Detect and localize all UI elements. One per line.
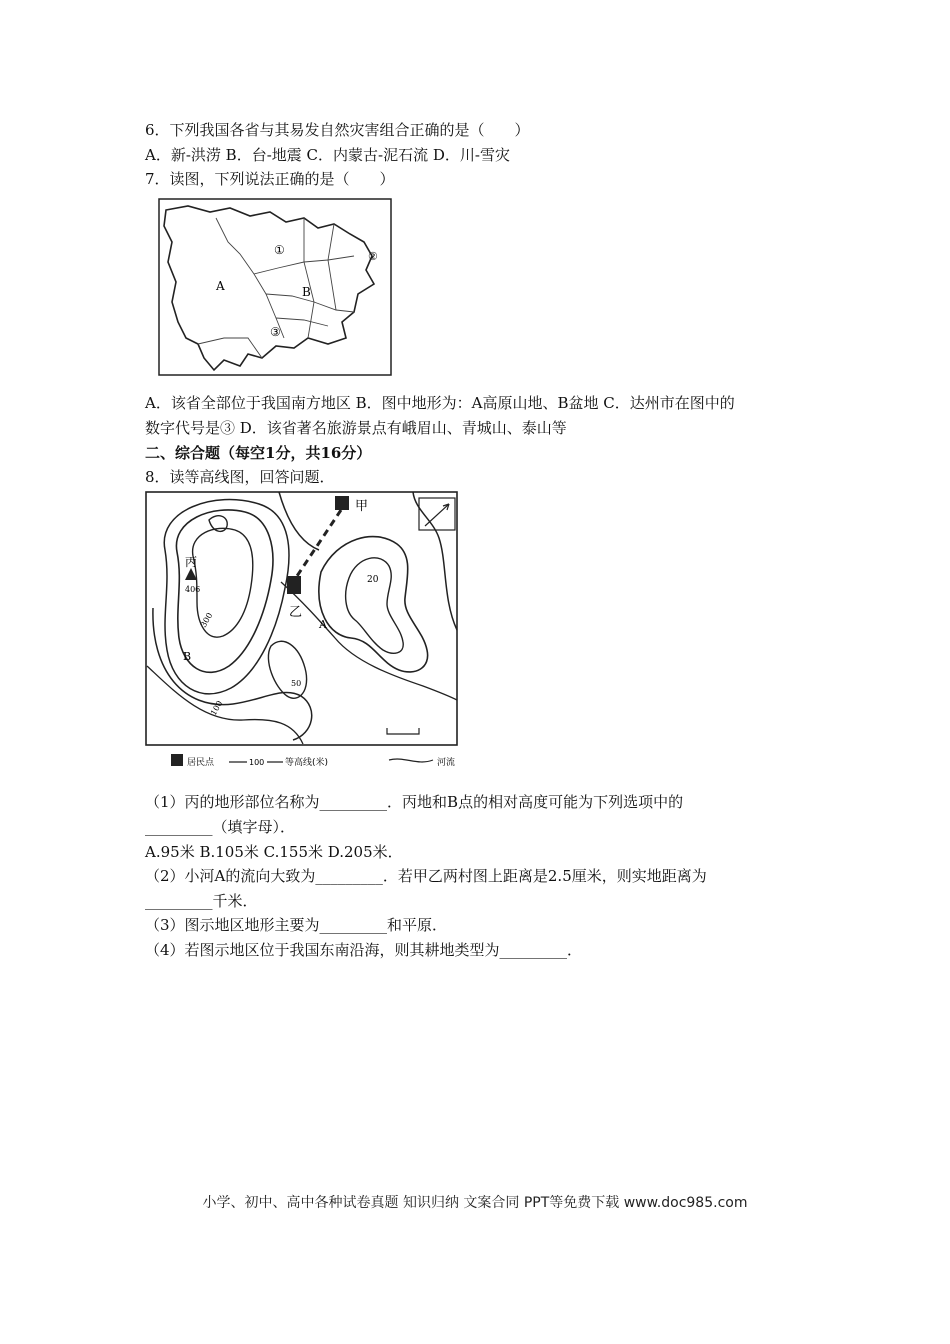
q7-province-map (158, 198, 394, 378)
q7-map-label-3: ③ (270, 325, 281, 339)
q8-choices: A.95米 B.105米 C.155米 D.205米． (145, 843, 403, 861)
q7-map-label-a: A (216, 279, 225, 293)
q6-stem: 6．下列我国各省与其易发自然灾害组合正确的是（ ） (145, 121, 530, 139)
q7-map-label-1: ① (274, 243, 285, 257)
q8-label-yi: 乙 (289, 605, 303, 620)
q7-options-line2: 数字代号是③ D．该省著名旅游景点有峨眉山、青城山、泰山等 (145, 419, 567, 437)
q7-stem: 7．读图，下列说法正确的是（ ） (145, 170, 395, 188)
q8-label-a: A (319, 618, 327, 631)
q8-sub4: （4）若图示地区位于我国东南沿海，则其耕地类型为_________． (145, 941, 583, 959)
q7-map-label-b: B (302, 285, 311, 299)
q6-options: A．新-洪涝 B．台-地震 C．内蒙古-泥石流 D．川-雪灾 (145, 146, 510, 164)
q8-label-20: 20 (367, 575, 379, 585)
q8-sub3: （3）图示地区地形主要为_________和平原． (145, 916, 448, 934)
q8-sub2-line2: _________千米． (145, 892, 258, 910)
q8-label-406: 406 (185, 585, 201, 594)
q7-options-line1: A．该省全部位于我国南方地区 B．图中地形为：A高原山地、B盆地 C．达州市在图中的 (145, 394, 735, 412)
q8-sub2-line1: （2）小河A的流向大致为_________．若甲乙两村图上距离是2.5厘米，则实地距离为 (145, 867, 707, 885)
q8-legend-contour: 等高线(米) (285, 758, 329, 768)
q7-map-label-2: ② (368, 250, 378, 263)
q8-sub1-line1: （1）丙的地形部位名称为_________．丙地和B点的相对高度可能为下列选项中的 (145, 793, 684, 811)
q8-legend-village: 居民点 (187, 758, 215, 768)
section2-title: 二、综合题（每空1分，共16分） (145, 444, 372, 462)
q8-legend-river: 河流 (437, 758, 456, 768)
q8-legend-100: 100 (249, 758, 265, 767)
q8-sub1-line2: _________（填字母）． (145, 818, 296, 836)
q8-stem: 8．读等高线图，回答问题． (145, 468, 335, 486)
q8-label-300: 300 (198, 611, 215, 629)
q8-contour-map (143, 490, 461, 772)
page-footer: 小学、初中、高中各种试卷真题 知识归纳 文案合同 PPT等免费下载 www.doc985.com (202, 1195, 748, 1211)
q8-label-jia: 甲 (355, 499, 369, 514)
q8-label-bing: 丙 (185, 555, 198, 569)
q8-label-100: 100 (208, 699, 225, 717)
q8-label-50: 50 (291, 679, 302, 688)
q8-label-b: B (183, 650, 192, 663)
